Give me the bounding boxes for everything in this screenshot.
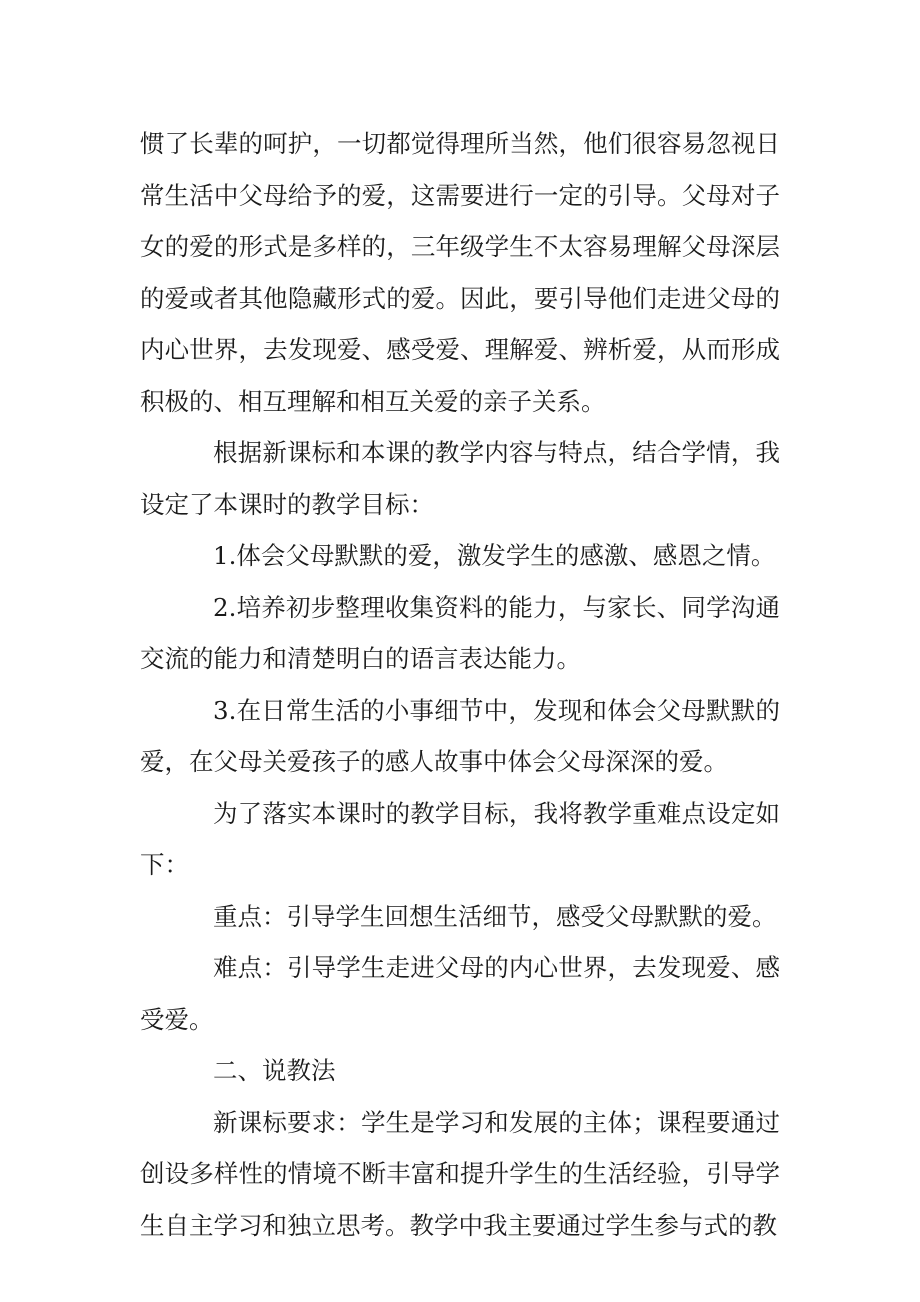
document-body bbox=[140, 118, 780, 1251]
paragraph-curriculum-requirement: 新课标要求：学生是学习和发展的主体；课程要通过创设多样性的情境不断丰富和提升学生的生活经验，引导学生自主学习和独立思考。教学中我主要通过学生参与式的教 bbox=[140, 1107, 780, 1240]
paragraph-goal-3: 3.在日常生活的小事细节中，发现和体会父母默默的爱，在父母关爱孩子的感人故事中体会父母深深的爱。 bbox=[140, 695, 780, 776]
section-heading-teaching-method: 二、说教法 bbox=[213, 1056, 336, 1085]
paragraph-continuation: 惯了长辈的呵护，一切都觉得理所当然，他们很容易忽视日常生活中父母给予的爱，这需要进行一定的引导。父母对子女的爱的形式是多样的，三年级学生不太容易理解父母深层的爱或者其他隐藏形式的爱。因此，要引导他们走进父母的内心世界，去发现爱、感受爱、理解爱、辨析爱，从而形成积极的、相互理解和相互关爱的亲子关系。 bbox=[140, 129, 780, 416]
paragraph-key-point: 重点：引导学生回想生活细节，感受父母默默的爱。 bbox=[213, 901, 777, 931]
paragraph-goal-1: 1.体会父母默默的爱，激发学生的感激、感恩之情。 bbox=[213, 541, 776, 570]
paragraph-difficult-point: 难点：引导学生走进父母的内心世界，去发现爱、感受爱。 bbox=[140, 953, 780, 1034]
paragraph-goal-intro: 根据新课标和本课的教学内容与特点，结合学情，我设定了本课时的教学目标： bbox=[140, 438, 780, 519]
paragraph-goal-2: 2.培养初步整理收集资料的能力，与家长、同学沟通交流的能力和清楚明白的语言表达能力。 bbox=[140, 592, 780, 673]
paragraph-key-points-intro: 为了落实本课时的教学目标，我将教学重难点设定如下： bbox=[140, 798, 780, 879]
